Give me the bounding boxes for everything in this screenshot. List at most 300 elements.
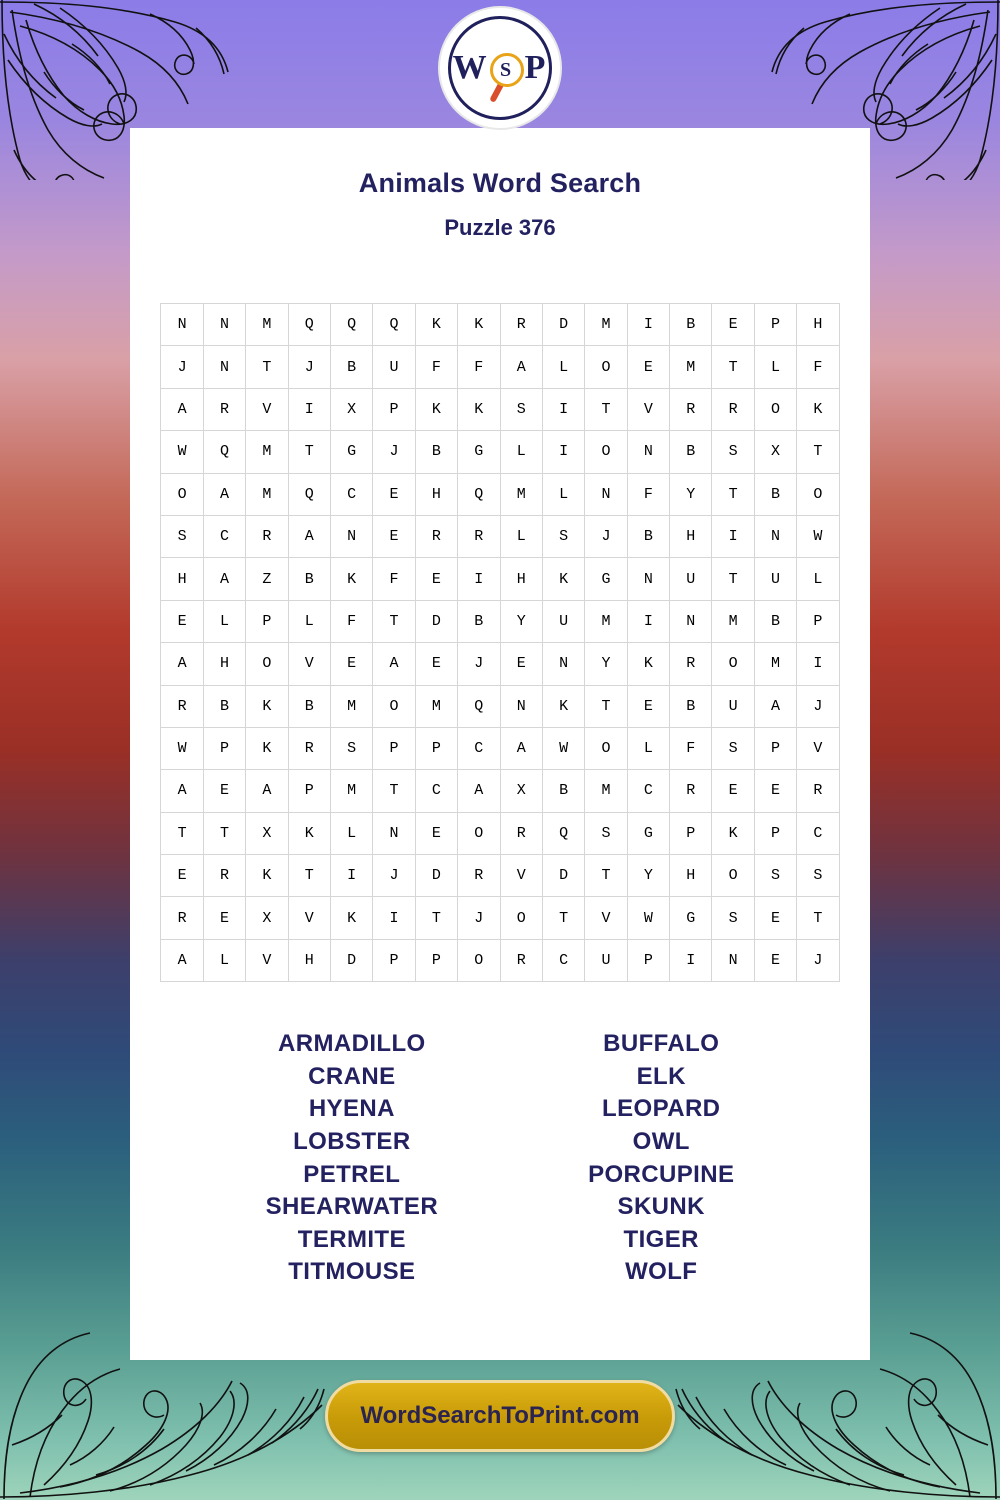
grid-cell[interactable]: N xyxy=(373,812,415,854)
grid-cell[interactable]: B xyxy=(288,558,330,600)
grid-cell[interactable]: E xyxy=(754,897,796,939)
grid-cell[interactable]: A xyxy=(161,388,203,430)
grid-cell[interactable]: M xyxy=(500,473,542,515)
grid-cell[interactable]: K xyxy=(797,388,839,430)
grid-cell[interactable]: M xyxy=(585,770,627,812)
grid-row xyxy=(161,643,839,685)
grid-cell[interactable]: G xyxy=(330,431,372,473)
grid-cell[interactable]: O xyxy=(373,685,415,727)
grid-cell[interactable]: L xyxy=(288,600,330,642)
grid-cell[interactable]: H xyxy=(161,558,203,600)
grid-cell[interactable]: P xyxy=(670,812,712,854)
grid-cell[interactable]: O xyxy=(585,346,627,388)
word-list-item: LEOPARD xyxy=(602,1095,721,1123)
grid-cell[interactable]: O xyxy=(712,855,754,897)
word-list-item: SHEARWATER xyxy=(265,1193,439,1221)
grid-cell[interactable]: J xyxy=(797,939,839,981)
page-title: Animals Word Search xyxy=(358,168,642,198)
grid-cell[interactable]: R xyxy=(500,304,542,346)
grid-row xyxy=(161,770,839,812)
grid-cell[interactable]: P xyxy=(415,727,457,769)
grid-cell[interactable]: K xyxy=(330,897,372,939)
grid-cell[interactable]: P xyxy=(373,939,415,981)
grid-cell[interactable]: T xyxy=(712,346,754,388)
grid-cell[interactable]: O xyxy=(712,643,754,685)
grid-cell[interactable]: T xyxy=(373,770,415,812)
grid-cell[interactable]: K xyxy=(415,304,457,346)
grid-cell[interactable]: T xyxy=(203,812,245,854)
grid-cell[interactable]: V xyxy=(627,388,669,430)
grid-cell[interactable]: K xyxy=(415,388,457,430)
grid-cell[interactable]: L xyxy=(500,431,542,473)
grid-cell[interactable]: K xyxy=(288,812,330,854)
grid-cell[interactable]: J xyxy=(161,346,203,388)
grid-cell[interactable]: E xyxy=(203,897,245,939)
grid-cell[interactable]: H xyxy=(797,304,839,346)
grid-row xyxy=(161,600,839,642)
grid-cell[interactable]: E xyxy=(415,812,457,854)
grid-cell[interactable]: S xyxy=(712,431,754,473)
grid-cell[interactable]: W xyxy=(627,897,669,939)
grid-cell[interactable]: R xyxy=(458,855,500,897)
grid-cell[interactable]: G xyxy=(627,812,669,854)
grid-cell[interactable]: N xyxy=(542,643,584,685)
grid-cell[interactable]: I xyxy=(330,855,372,897)
grid-cell[interactable]: P xyxy=(627,939,669,981)
grid-cell[interactable]: L xyxy=(627,727,669,769)
grid-cell[interactable]: E xyxy=(500,643,542,685)
grid-cell[interactable]: R xyxy=(670,388,712,430)
grid-cell[interactable]: Q xyxy=(203,431,245,473)
word-list-item: TIGER xyxy=(623,1225,699,1253)
grid-cell[interactable]: C xyxy=(458,727,500,769)
grid-cell[interactable]: S xyxy=(712,727,754,769)
grid-cell[interactable]: H xyxy=(670,855,712,897)
grid-cell[interactable]: T xyxy=(246,346,288,388)
grid-cell[interactable]: Z xyxy=(246,558,288,600)
grid-cell[interactable]: C xyxy=(203,515,245,557)
grid-cell[interactable]: E xyxy=(627,346,669,388)
grid-cell[interactable]: A xyxy=(373,643,415,685)
grid-cell[interactable]: B xyxy=(670,304,712,346)
logo-letter-w: W xyxy=(452,48,489,86)
grid-row xyxy=(161,304,839,346)
grid-cell[interactable]: S xyxy=(330,727,372,769)
grid-cell[interactable]: T xyxy=(542,897,584,939)
grid-cell[interactable]: L xyxy=(542,346,584,388)
grid-cell[interactable]: N xyxy=(754,515,796,557)
grid-cell[interactable]: T xyxy=(585,855,627,897)
logo-circle xyxy=(448,16,552,120)
grid-cell[interactable]: E xyxy=(373,473,415,515)
puzzle-number: Puzzle 376 xyxy=(444,215,556,240)
grid-cell[interactable]: O xyxy=(585,727,627,769)
grid-cell[interactable]: M xyxy=(246,304,288,346)
grid-cell[interactable]: F xyxy=(670,727,712,769)
grid-cell[interactable]: O xyxy=(458,939,500,981)
grid-cell[interactable]: T xyxy=(161,812,203,854)
grid-cell[interactable]: R xyxy=(246,515,288,557)
grid-cell[interactable]: B xyxy=(330,346,372,388)
grid-cell[interactable]: J xyxy=(373,431,415,473)
grid-cell[interactable]: B xyxy=(288,685,330,727)
grid-cell[interactable]: O xyxy=(797,473,839,515)
grid-cell[interactable]: C xyxy=(330,473,372,515)
grid-cell[interactable]: E xyxy=(627,685,669,727)
grid-cell[interactable]: P xyxy=(754,727,796,769)
grid-cell[interactable]: O xyxy=(500,897,542,939)
grid-cell[interactable]: O xyxy=(458,812,500,854)
grid-cell[interactable]: M xyxy=(330,685,372,727)
grid-cell[interactable]: H xyxy=(203,643,245,685)
grid-cell[interactable]: W xyxy=(797,515,839,557)
grid-cell[interactable]: A xyxy=(500,727,542,769)
grid-cell[interactable]: O xyxy=(585,431,627,473)
grid-cell[interactable]: E xyxy=(203,770,245,812)
grid-cell[interactable]: I xyxy=(797,643,839,685)
grid-cell[interactable]: E xyxy=(161,855,203,897)
grid-cell[interactable]: H xyxy=(415,473,457,515)
grid-cell[interactable]: P xyxy=(415,939,457,981)
grid-row xyxy=(161,431,839,473)
word-list-item: TERMITE xyxy=(297,1225,406,1253)
grid-cell[interactable]: N xyxy=(627,431,669,473)
grid-cell[interactable]: U xyxy=(542,600,584,642)
grid-cell[interactable]: P xyxy=(797,600,839,642)
grid-cell[interactable]: C xyxy=(542,939,584,981)
grid-cell[interactable]: M xyxy=(670,346,712,388)
grid-cell[interactable]: V xyxy=(288,897,330,939)
grid-cell[interactable]: J xyxy=(797,685,839,727)
grid-cell[interactable]: G xyxy=(670,897,712,939)
grid-cell[interactable]: O xyxy=(754,388,796,430)
grid-cell[interactable]: V xyxy=(246,939,288,981)
word-list-item: ELK xyxy=(636,1062,686,1090)
grid-cell[interactable]: S xyxy=(542,515,584,557)
grid-row xyxy=(161,515,839,557)
grid-cell[interactable]: F xyxy=(797,346,839,388)
grid-cell[interactable]: E xyxy=(415,643,457,685)
grid-cell[interactable]: C xyxy=(415,770,457,812)
grid-cell[interactable]: K xyxy=(246,685,288,727)
grid-cell[interactable]: A xyxy=(754,685,796,727)
grid-cell[interactable]: N xyxy=(203,346,245,388)
grid-cell[interactable]: R xyxy=(203,388,245,430)
grid-cell[interactable]: B xyxy=(754,600,796,642)
site-url-badge[interactable] xyxy=(325,1380,675,1452)
grid-cell[interactable]: N xyxy=(203,304,245,346)
grid-cell[interactable]: K xyxy=(542,558,584,600)
grid-cell[interactable]: K xyxy=(458,388,500,430)
grid-cell[interactable]: R xyxy=(415,515,457,557)
grid-cell[interactable]: L xyxy=(203,600,245,642)
grid-cell[interactable]: T xyxy=(415,897,457,939)
grid-cell[interactable]: P xyxy=(754,812,796,854)
grid-cell[interactable]: W xyxy=(161,727,203,769)
grid-cell[interactable]: C xyxy=(627,770,669,812)
grid-cell[interactable]: G xyxy=(585,558,627,600)
grid-cell[interactable]: K xyxy=(330,558,372,600)
grid-cell[interactable]: B xyxy=(458,600,500,642)
grid-cell[interactable]: J xyxy=(288,346,330,388)
grid-cell[interactable]: I xyxy=(627,600,669,642)
grid-cell[interactable]: V xyxy=(797,727,839,769)
grid-cell[interactable]: A xyxy=(458,770,500,812)
grid-cell[interactable]: H xyxy=(288,939,330,981)
grid-cell[interactable]: E xyxy=(754,770,796,812)
grid-cell[interactable]: S xyxy=(585,812,627,854)
grid-cell[interactable]: M xyxy=(246,431,288,473)
grid-cell[interactable]: M xyxy=(330,770,372,812)
grid-cell[interactable]: P xyxy=(203,727,245,769)
grid-cell[interactable]: N xyxy=(712,939,754,981)
grid-cell[interactable]: R xyxy=(712,388,754,430)
grid-cell[interactable]: U xyxy=(712,685,754,727)
grid-cell[interactable]: D xyxy=(542,855,584,897)
word-list xyxy=(170,1028,830,1289)
grid-cell[interactable]: S xyxy=(754,855,796,897)
grid-cell[interactable]: I xyxy=(373,897,415,939)
grid-cell[interactable]: M xyxy=(585,600,627,642)
grid-cell[interactable]: L xyxy=(754,346,796,388)
grid-cell[interactable]: S xyxy=(161,515,203,557)
grid-cell[interactable]: O xyxy=(246,643,288,685)
grid-cell[interactable]: F xyxy=(373,558,415,600)
grid-row xyxy=(161,685,839,727)
grid-cell[interactable]: V xyxy=(246,388,288,430)
grid-cell[interactable]: R xyxy=(161,897,203,939)
grid-cell[interactable]: F xyxy=(330,600,372,642)
grid-cell[interactable]: T xyxy=(585,388,627,430)
grid-cell[interactable]: Y xyxy=(500,600,542,642)
grid-cell[interactable]: Y xyxy=(585,643,627,685)
grid-cell[interactable]: K xyxy=(542,685,584,727)
grid-cell[interactable]: J xyxy=(458,643,500,685)
grid-cell[interactable]: M xyxy=(712,600,754,642)
grid-cell[interactable]: E xyxy=(415,558,457,600)
grid-cell[interactable]: L xyxy=(797,558,839,600)
grid-cell[interactable]: A xyxy=(500,346,542,388)
grid-cell[interactable]: T xyxy=(288,855,330,897)
grid-cell[interactable]: P xyxy=(373,388,415,430)
logo-letter-s: S xyxy=(490,53,524,87)
grid-cell[interactable]: W xyxy=(542,727,584,769)
grid-cell[interactable]: P xyxy=(373,727,415,769)
grid-cell[interactable]: H xyxy=(500,558,542,600)
grid-cell[interactable]: R xyxy=(288,727,330,769)
grid-cell[interactable]: Q xyxy=(330,304,372,346)
grid-cell[interactable]: I xyxy=(288,388,330,430)
grid-cell[interactable]: R xyxy=(670,770,712,812)
grid-cell[interactable]: W xyxy=(161,431,203,473)
grid-cell[interactable]: E xyxy=(712,304,754,346)
grid-cell[interactable]: O xyxy=(161,473,203,515)
grid-cell[interactable]: E xyxy=(161,600,203,642)
grid-cell[interactable]: F xyxy=(415,346,457,388)
grid-cell[interactable]: P xyxy=(246,600,288,642)
grid-cell[interactable]: Q xyxy=(542,812,584,854)
grid-row xyxy=(161,812,839,854)
grid-cell[interactable]: T xyxy=(797,897,839,939)
grid-cell[interactable]: N xyxy=(585,473,627,515)
grid-cell[interactable]: G xyxy=(458,431,500,473)
grid-cell[interactable]: U xyxy=(754,558,796,600)
grid-cell[interactable]: D xyxy=(415,600,457,642)
grid-cell[interactable]: I xyxy=(458,558,500,600)
grid-cell[interactable]: R xyxy=(203,855,245,897)
grid-cell[interactable]: B xyxy=(754,473,796,515)
grid-cell[interactable]: Q xyxy=(373,304,415,346)
grid-cell[interactable]: N xyxy=(627,558,669,600)
grid-cell[interactable]: A xyxy=(203,558,245,600)
grid-cell[interactable]: A xyxy=(161,939,203,981)
grid-cell[interactable]: R xyxy=(670,643,712,685)
grid-cell[interactable]: R xyxy=(161,685,203,727)
word-list-item: CRANE xyxy=(308,1062,396,1090)
grid-cell[interactable]: M xyxy=(415,685,457,727)
grid-cell[interactable]: D xyxy=(542,304,584,346)
grid-cell[interactable]: L xyxy=(500,515,542,557)
grid-cell[interactable]: M xyxy=(754,643,796,685)
grid-cell[interactable]: V xyxy=(500,855,542,897)
grid-cell[interactable]: E xyxy=(754,939,796,981)
site-logo[interactable] xyxy=(440,8,560,128)
grid-cell[interactable]: E xyxy=(373,515,415,557)
grid-cell[interactable]: B xyxy=(670,685,712,727)
grid-cell[interactable]: B xyxy=(627,515,669,557)
grid-cell[interactable]: H xyxy=(670,515,712,557)
grid-row xyxy=(161,346,839,388)
grid-cell[interactable]: Y xyxy=(627,855,669,897)
grid-cell[interactable]: K xyxy=(246,855,288,897)
grid-cell[interactable]: D xyxy=(415,855,457,897)
grid-cell[interactable]: Q xyxy=(288,304,330,346)
grid-cell[interactable]: K xyxy=(627,643,669,685)
grid-cell[interactable]: Q xyxy=(458,473,500,515)
grid-cell[interactable]: T xyxy=(288,431,330,473)
grid-cell[interactable]: X xyxy=(246,812,288,854)
grid-cell[interactable]: R xyxy=(797,770,839,812)
grid-cell[interactable]: X xyxy=(500,770,542,812)
grid-cell[interactable]: V xyxy=(585,897,627,939)
word-list-item: PETREL xyxy=(303,1160,401,1188)
grid-cell[interactable]: V xyxy=(288,643,330,685)
grid-cell[interactable]: K xyxy=(458,304,500,346)
word-search-grid[interactable] xyxy=(160,303,839,982)
grid-cell[interactable]: Y xyxy=(670,473,712,515)
grid-cell[interactable]: E xyxy=(712,770,754,812)
grid-row xyxy=(161,388,839,430)
grid-cell[interactable]: S xyxy=(797,855,839,897)
grid-cell[interactable]: S xyxy=(712,897,754,939)
grid-row xyxy=(161,558,839,600)
grid-row xyxy=(161,939,839,981)
grid-cell[interactable]: T xyxy=(712,558,754,600)
grid-cell[interactable]: U xyxy=(373,346,415,388)
grid-cell[interactable]: C xyxy=(797,812,839,854)
grid-cell[interactable]: R xyxy=(458,515,500,557)
grid-cell[interactable]: L xyxy=(542,473,584,515)
word-list-column-1 xyxy=(266,1028,438,1289)
word-list-item: OWL xyxy=(632,1128,690,1156)
grid-cell[interactable]: B xyxy=(542,770,584,812)
grid-cell[interactable]: R xyxy=(500,812,542,854)
grid-cell[interactable]: I xyxy=(627,304,669,346)
grid-cell[interactable]: B xyxy=(670,431,712,473)
grid-cell[interactable]: E xyxy=(330,643,372,685)
grid-cell[interactable]: N xyxy=(670,600,712,642)
grid-cell[interactable]: X xyxy=(246,897,288,939)
grid-cell[interactable]: N xyxy=(161,304,203,346)
grid-cell[interactable]: P xyxy=(288,770,330,812)
grid-cell[interactable]: K xyxy=(712,812,754,854)
grid-cell[interactable]: Q xyxy=(458,685,500,727)
grid-cell[interactable]: N xyxy=(500,685,542,727)
grid-cell[interactable]: T xyxy=(585,685,627,727)
grid-cell[interactable]: J xyxy=(458,897,500,939)
word-list-item: PORCUPINE xyxy=(588,1160,735,1188)
grid-row xyxy=(161,897,839,939)
word-list-item: WOLF xyxy=(625,1258,698,1286)
grid-cell[interactable]: U xyxy=(585,939,627,981)
grid-cell[interactable]: F xyxy=(627,473,669,515)
word-list-item: TITMOUSE xyxy=(288,1258,416,1286)
grid-cell[interactable]: L xyxy=(330,812,372,854)
grid-cell[interactable]: B xyxy=(415,431,457,473)
grid-cell[interactable]: S xyxy=(500,388,542,430)
word-list-item: HYENA xyxy=(308,1095,395,1123)
grid-cell[interactable]: F xyxy=(458,346,500,388)
grid-cell[interactable]: A xyxy=(246,770,288,812)
grid-cell[interactable]: Q xyxy=(288,473,330,515)
word-list-item: LOBSTER xyxy=(293,1128,411,1156)
grid-cell[interactable]: J xyxy=(585,515,627,557)
grid-cell[interactable]: I xyxy=(712,515,754,557)
word-list-item: SKUNK xyxy=(617,1193,705,1221)
grid-cell[interactable]: R xyxy=(500,939,542,981)
grid-cell[interactable]: L xyxy=(203,939,245,981)
grid-cell[interactable]: X xyxy=(754,431,796,473)
grid-cell[interactable]: M xyxy=(585,304,627,346)
grid-cell[interactable]: K xyxy=(246,727,288,769)
word-search-grid-container xyxy=(160,303,840,982)
grid-cell[interactable]: A xyxy=(203,473,245,515)
site-url-text: WordSearchToPrint.com xyxy=(360,1402,640,1429)
worksheet-page xyxy=(130,128,870,1360)
grid-cell[interactable]: A xyxy=(288,515,330,557)
grid-cell[interactable]: U xyxy=(670,558,712,600)
grid-cell[interactable]: B xyxy=(203,685,245,727)
grid-cell[interactable]: T xyxy=(797,431,839,473)
grid-cell[interactable]: X xyxy=(330,388,372,430)
grid-cell[interactable]: I xyxy=(542,431,584,473)
grid-row xyxy=(161,473,839,515)
grid-cell[interactable]: T xyxy=(712,473,754,515)
grid-cell[interactable]: N xyxy=(330,515,372,557)
grid-cell[interactable]: I xyxy=(542,388,584,430)
grid-cell[interactable]: I xyxy=(670,939,712,981)
grid-cell[interactable]: J xyxy=(373,855,415,897)
grid-row xyxy=(161,855,839,897)
grid-cell[interactable]: T xyxy=(373,600,415,642)
logo-letters xyxy=(453,49,548,87)
grid-cell[interactable]: D xyxy=(330,939,372,981)
grid-cell[interactable]: A xyxy=(161,643,203,685)
grid-cell[interactable]: A xyxy=(161,770,203,812)
grid-cell[interactable]: M xyxy=(246,473,288,515)
word-list-column-2 xyxy=(588,1028,734,1289)
grid-cell[interactable]: P xyxy=(754,304,796,346)
